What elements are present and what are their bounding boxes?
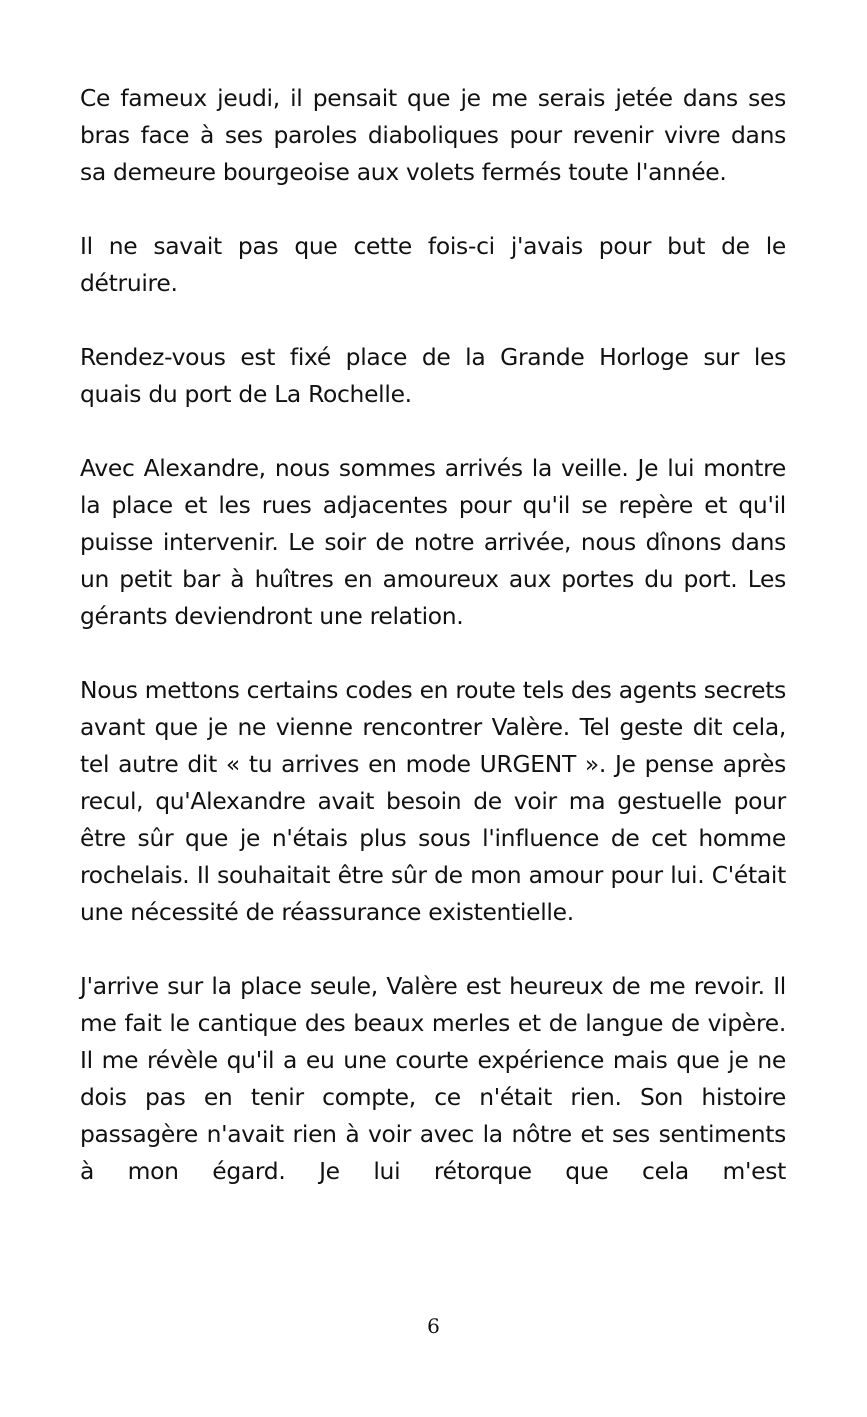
paragraph-3: Rendez-vous est fixé place de la Grande Horloge sur les quais du port de La Rochelle. [80, 343, 786, 408]
paragraph-5: Nous mettons certains codes en route tels des agents secrets avant que je ne vienne rencontrer Valère. Tel geste dit cela, tel autre dit « tu arrives en mode URGENT ». Je pense après recul, qu'Alexandre avait besoin de voir ma gestuelle pour être sûr que je n'étais plus sous l'influence de cet homme rochelais. Il souhaitait être sûr de mon amour pour lui. C'était une nécessité de réassurance existentielle. [80, 676, 786, 926]
body-text [80, 80, 786, 1190]
paragraph-1: Ce fameux jeudi, il pensait que je me serais jetée dans ses bras face à ses paroles diaboliques pour revenir vivre dans sa demeure bourgeoise aux volets fermés toute l'année. [80, 84, 786, 186]
paragraph-6: J'arrive sur la place seule, Valère est heureux de me revoir. Il me fait le cantique des beaux merles et de langue de vipère. Il me révèle qu'il a eu une courte expérience mais que je ne dois pas en tenir compte, ce n'était rien. Son histoire passagère n'avait rien à voir avec la nôtre et ses sentiments à mon égard. Je lui rétorque que cela m'est [80, 972, 786, 1185]
paragraph-4: Avec Alexandre, nous sommes arrivés la veille. Je lui montre la place et les rues adjacentes pour qu'il se repère et qu'il puisse intervenir. Le soir de notre arrivée, nous dînons dans un petit bar à huîtres en amoureux aux portes du port. Les gérants deviendront une relation. [80, 454, 786, 630]
page-number: 6 [427, 1314, 440, 1338]
paragraph-2: Il ne savait pas que cette fois-ci j'avais pour but de le détruire. [80, 232, 786, 297]
